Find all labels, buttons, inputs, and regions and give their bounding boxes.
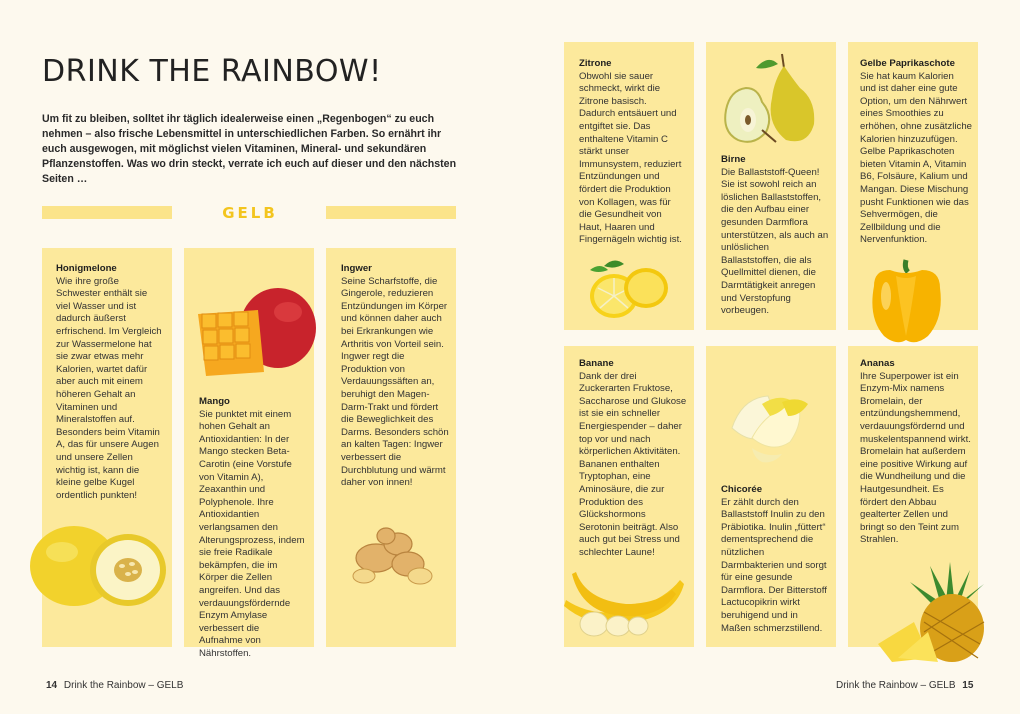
card-title: Ananas (860, 358, 895, 369)
section-bar-left (42, 206, 172, 219)
card-zitrone (564, 42, 694, 330)
card-body: Wie ihre große Schwester enthält sie viel Wasser und ist dadurch äußerst erfrischend. Im Vergleich zur Wassermelone hat sie zwar etwas mehr Kalorien, wartet dafür aber auch mit einem höheren Gehalt an Vitaminen und Mineralstoffen auf. Besonders beim Vitamin A, das für unsere Augen und unsere Zellen wichtig ist, kann die kleine gelbe Kugel ordentlich punkten! (56, 275, 162, 501)
pear-icon (716, 50, 826, 150)
card-birne (706, 42, 836, 330)
section-label: GELB (222, 204, 278, 222)
card-mango (184, 248, 314, 659)
card-body: Dank der drei Zuckerarten Fruktose, Saccharose und Glukose ist sie ein schneller Energiespender – daher top vor und nach körperlichen Aktivitäten. Bananen enthalten Tryptophan, eine Aminosäure, die zur Produktion des Glückshormons Serotonin beiträgt. Also auch gut bei Stress und schlechter Laune! (579, 370, 687, 558)
footer-right (836, 680, 977, 691)
card-body: Ihre Superpower ist ein Enzym-Mix namens Bromelain, der entzündungshemmend, verdauungsfördernd und muskelentspannend wirkt. Bromelain hat außerdem eine positive Wirkung auf die Wundheilung und die Hautgesundheit. Es fördert den Abbau gealterter Zellen und bringt so den Teint zum Strahlen. (860, 370, 971, 546)
card-body: Die Ballaststoff-Queen! Sie ist sowohl reich an löslichen Ballaststoffen, die den Aufbau einer gesunden Darmflora unterstützen, als auch an unlöslichen Ballaststoffen, die als Quellmittel dienen, die Darmtätigkeit anregen und Verstopfung vorbeugen. (721, 166, 829, 317)
chicory-icon (722, 388, 812, 468)
page-number-right: 15 (962, 680, 974, 691)
section-bar-right (326, 206, 456, 219)
pineapple-icon (874, 562, 1014, 662)
page-number-left: 14 (46, 680, 58, 691)
card-title: Mango (199, 396, 230, 407)
card-title: Zitrone (579, 58, 612, 69)
mango-icon (188, 284, 318, 384)
card-title: Chicorée (721, 484, 763, 495)
ginger-icon (346, 518, 436, 588)
card-title: Honigmelone (56, 263, 117, 274)
banana-icon (556, 560, 696, 640)
honeydew-melon-icon (24, 512, 174, 612)
card-chicoree (706, 346, 836, 647)
card-body: Sie punktet mit einem hohen Gehalt an Antioxidantien: In der Mango stecken Beta-Carotin (eine Vorstufe von Vitamin A), Zeaxanthin und Polyphenole. Ihre Antioxidantien verlangsamen den Alterungsprozess, indem sie freie Radikale bekämpfen, die im Körper die Zellen angreifen. Und das verdauungsfördernde Enzym Amylase verbessert die Aufnahme von Nährstoffen. (199, 408, 305, 659)
card-paprika (848, 42, 978, 330)
card-body: Obwohl sie sauer schmeckt, wirkt die Zitrone basisch. Dadurch entsäuert und entgiftet sie. Das enthaltene Vitamin C stärkt unser Immunsystem, reduziert Entzündungen und fördert die Produktion von Kollagen, was für die Gesundheit von Haut, Haaren und Fingernägeln wichtig ist. (579, 70, 682, 246)
bell-pepper-icon (866, 256, 946, 348)
card-title: Ingwer (341, 263, 372, 274)
intro-text: Um fit zu bleiben, solltet ihr täglich idealerweise einen „Regenbogen“ zu euch nehmen – also frische Lebensmittel in unterschiedlichen Farben. So ernährt ihr euch ausgewogen, mit möglichst vielen Vitaminen, Mineral- und sekundären Pflanzenstoffen. Was wo drin steckt, verrate ich euch auf dieser und den nächsten Seiten … (42, 113, 457, 185)
card-honigmelone (42, 248, 172, 647)
card-title: Birne (721, 154, 746, 165)
card-body: Seine Scharfstoffe, die Gingerole, reduzieren Entzündungen im Körper und können daher auch bei Erkrankungen wie Arthritis von Vorteil sein. Ingwer regt die Produktion von Verdauungssäften an, beruhigt den Magen-Darm-Trakt und fördert die Beweglichkeit des Darms. Besonders schön an kalten Tagen: Ingwer verbessert die Durchblutung und wärmt daher von innen! (341, 275, 449, 489)
card-banane (564, 346, 694, 647)
card-ananas (848, 346, 978, 647)
page-title: DRINK THE RAINBOW! (42, 54, 382, 89)
lemon-icon (584, 252, 674, 322)
footer-right-text: Drink the Rainbow – GELB (836, 680, 956, 691)
footer-left-text: Drink the Rainbow – GELB (63, 680, 184, 691)
card-title: Banane (579, 358, 614, 369)
card-title: Gelbe Paprikaschote (860, 58, 955, 69)
card-body: Sie hat kaum Kalorien und ist daher eine gute Option, um den Nährwert eines Smoothies zu erhöhen, ohne zusätzliche Kalorien hinzuzufügen. Gelbe Paprikaschoten bieten Vitamin A, Vitamin B6, Folsäure, Kalium und Mangan. Diese Mischung pusht Funktionen wie das Sehvermögen, die Zellbildung und die Nervenfunktion. (860, 70, 973, 246)
card-ingwer (326, 248, 456, 647)
footer-left (42, 680, 183, 691)
card-body: Er zählt durch den Ballaststoff Inulin zu den Präbiotika. Inulin „füttert“ dementsprechend die nützlichen Darmbakterien und sorgt für eine gesunde Darmflora. Der Bitterstoff Lactucopikrin wirkt beruhigend und in Maßen schmerzstillend. (721, 496, 827, 634)
